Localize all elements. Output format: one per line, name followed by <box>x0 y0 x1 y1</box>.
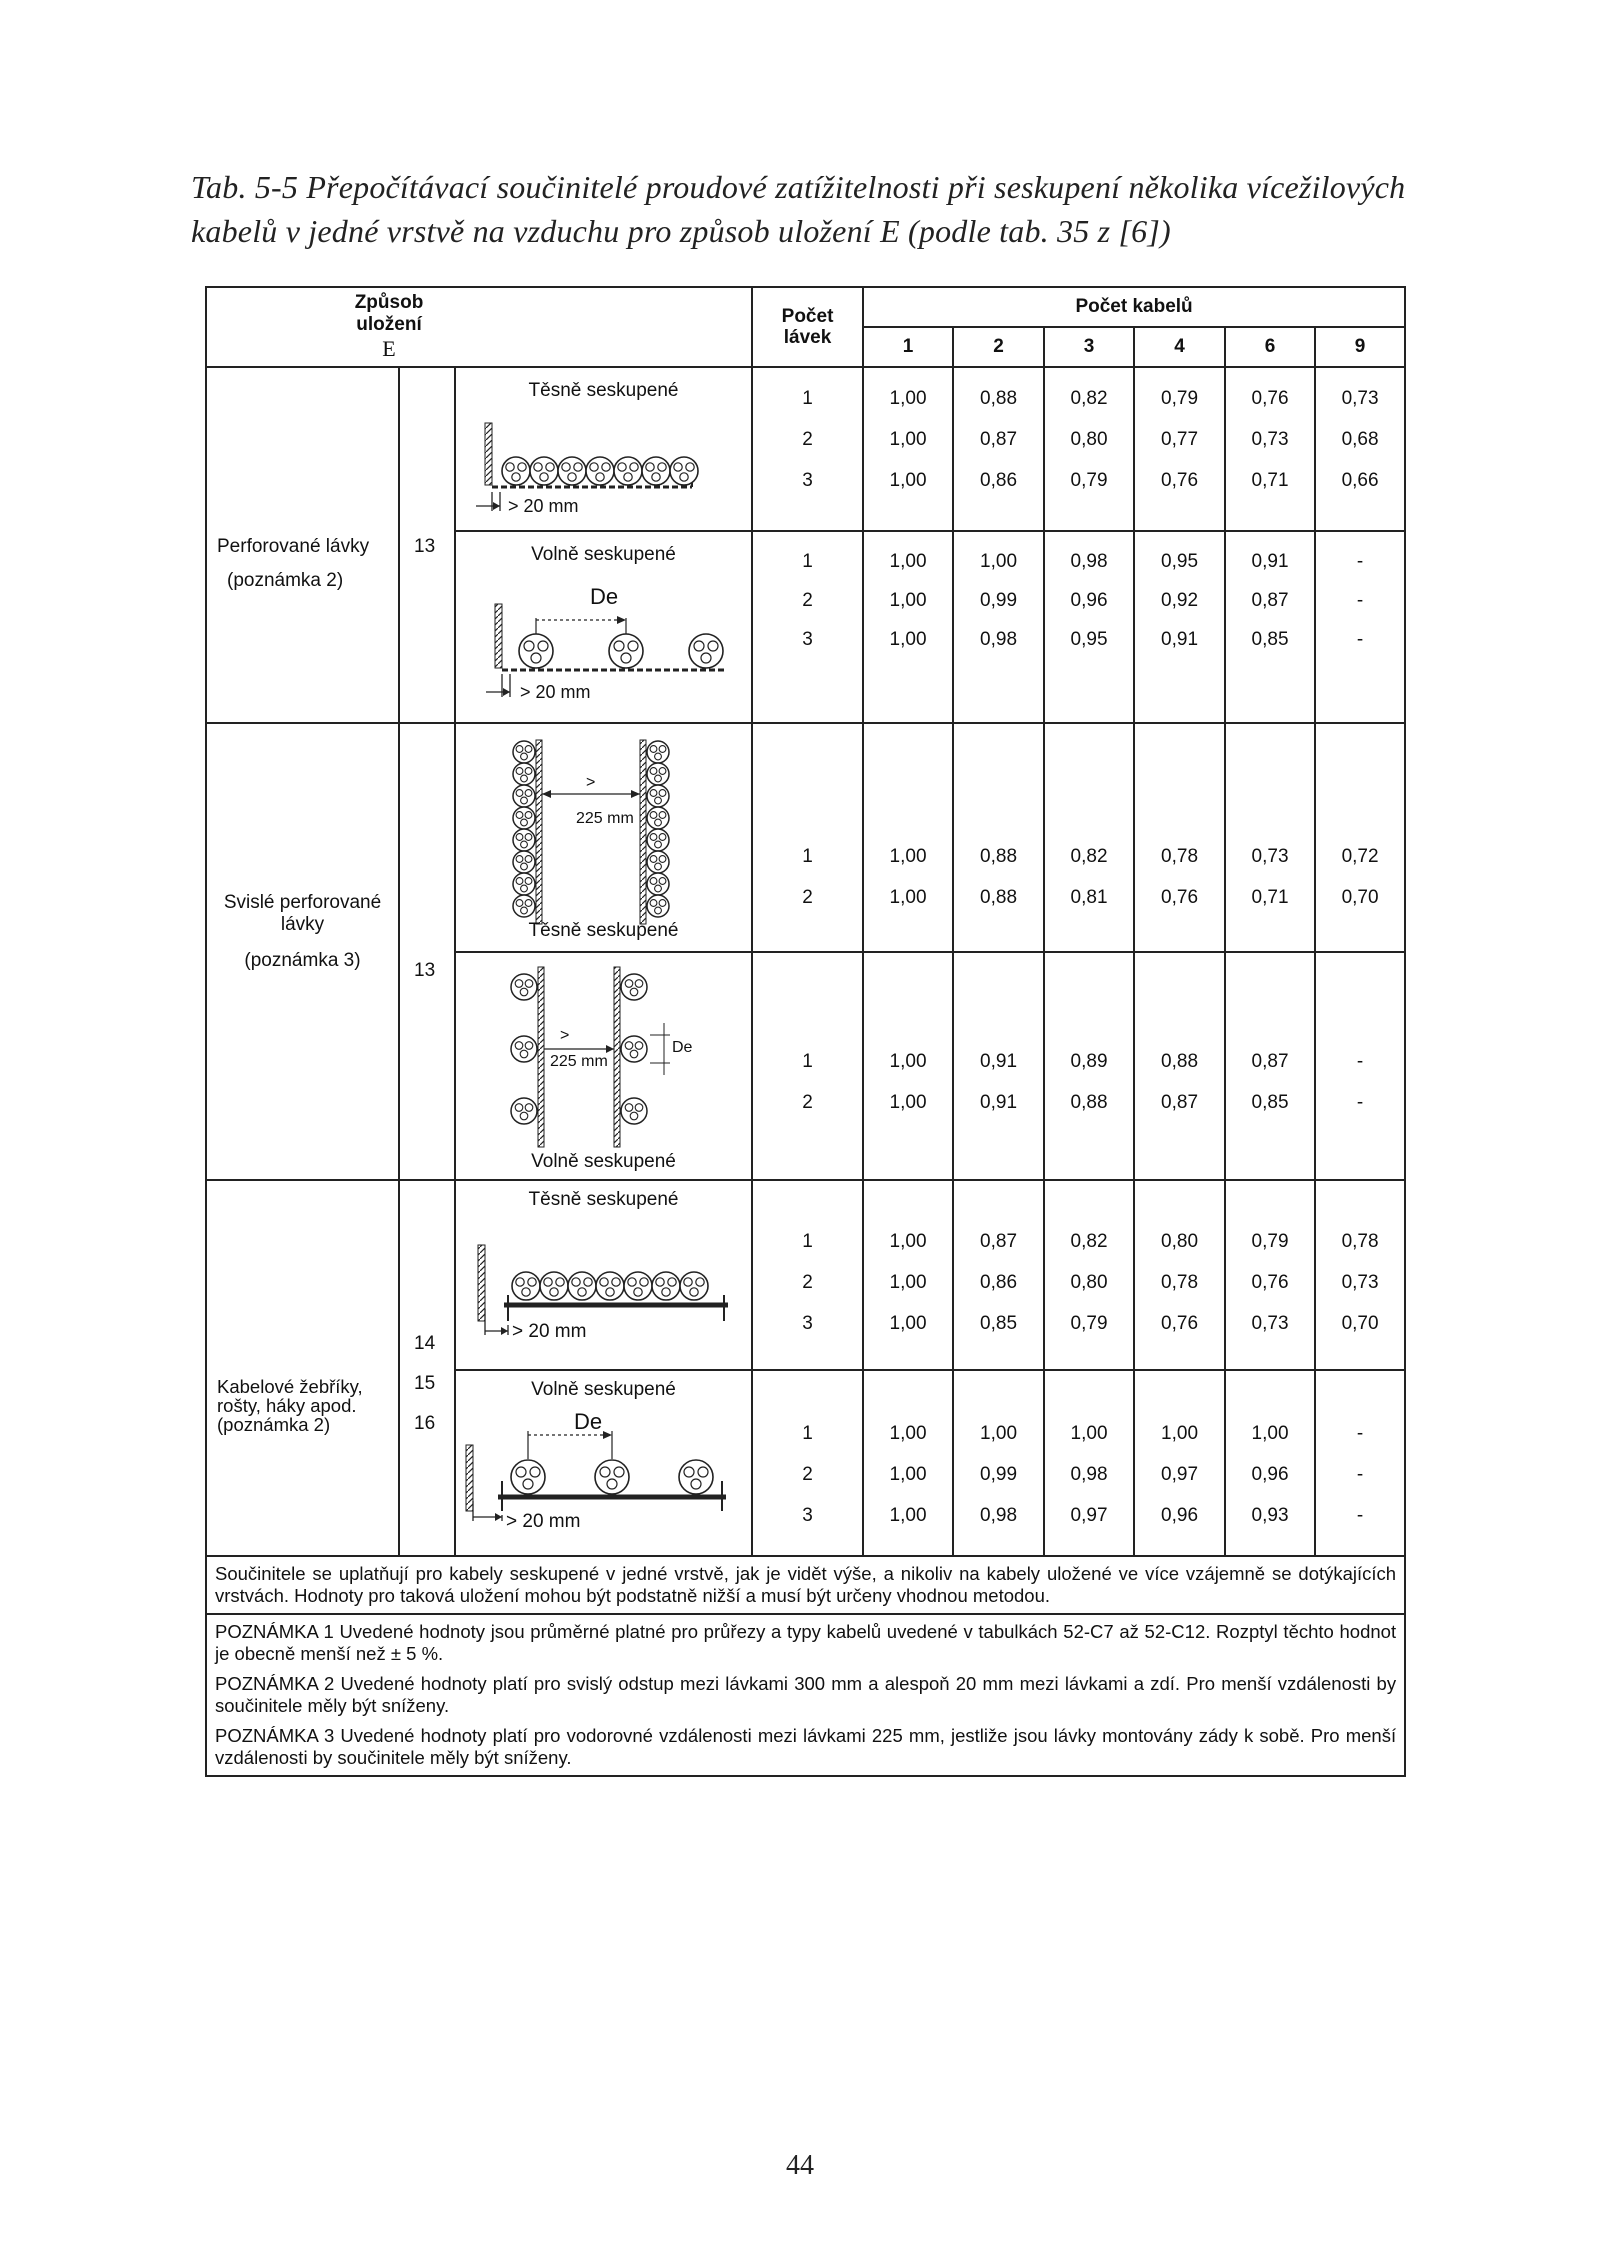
header-trays-line2: lávek <box>783 327 832 348</box>
method-label-line1: Svislé perforované <box>223 892 382 913</box>
factor-value: 0,80 <box>1161 1231 1199 1252</box>
header-trays <box>752 287 863 367</box>
values-col-3 <box>1044 531 1134 723</box>
values-col-4 <box>1134 531 1225 723</box>
factor-value: 0,76 <box>1161 887 1199 908</box>
factor-value: - <box>1356 551 1364 572</box>
factor-value: 0,78 <box>1161 1272 1199 1293</box>
note-2: POZNÁMKA 2 Uvedené hodnoty platí pro svislý odstup mezi lávkami 300 mm a alespoň 20 mm mezi lávkami a zdí. Pro menší vzdálenosti by součinitele měly být sníženy. <box>215 1673 1397 1716</box>
header-method-letter: E <box>382 336 396 361</box>
dimension-label: > 20 mm <box>508 496 579 516</box>
tray-count: 3 <box>802 470 813 491</box>
dimension-label: > 20 mm <box>520 682 591 702</box>
factor-value: 0,87 <box>980 429 1018 450</box>
method-perforated-trays <box>206 367 399 723</box>
diagram-vertical-spaced <box>455 952 752 1180</box>
factor-value: 1,00 <box>889 429 927 450</box>
trays-cell <box>752 1370 863 1556</box>
dimension-label: 225 mm <box>550 1053 608 1070</box>
factor-value: 1,00 <box>1070 1423 1108 1444</box>
factor-value: 0,87 <box>1161 1092 1199 1113</box>
factor-value: 1,00 <box>889 1505 927 1526</box>
method-note: (poznámka 3) <box>244 950 361 971</box>
diagram-title: Volně seskupené <box>531 1151 676 1172</box>
diagram-perforated-spaced-svg <box>456 532 752 723</box>
factor-value: 0,98 <box>1070 1464 1108 1485</box>
factor-value: 0,73 <box>1251 429 1289 450</box>
tray-count: 3 <box>802 1505 813 1526</box>
gt-sign: > <box>586 774 596 791</box>
factor-value: 0,70 <box>1341 887 1379 908</box>
factor-value: 0,89 <box>1070 1051 1108 1072</box>
factor-value: 0,87 <box>980 1231 1018 1252</box>
table-caption <box>191 165 1431 253</box>
tray-count: 2 <box>802 1464 813 1485</box>
header-method <box>206 287 752 367</box>
factor-value: 0,80 <box>1070 1272 1108 1293</box>
gt-sign: > <box>560 1027 570 1044</box>
factor-value: - <box>1356 1423 1364 1444</box>
values-col-3 <box>1044 1370 1134 1556</box>
tray-count: 2 <box>802 887 813 908</box>
factor-value: 0,91 <box>1251 551 1289 572</box>
trays-cell <box>752 952 863 1180</box>
factor-value: 0,91 <box>1161 629 1199 650</box>
values-col-3 <box>1044 1180 1134 1370</box>
tray-count: 1 <box>802 1051 813 1072</box>
factor-value: 0,66 <box>1341 470 1379 491</box>
factor-value: 0,73 <box>1341 388 1379 409</box>
values-col-9 <box>1315 1370 1405 1556</box>
factor-value: 0,78 <box>1161 846 1199 867</box>
de-label: De <box>574 1409 603 1434</box>
values-col-4 <box>1134 1370 1225 1556</box>
header-cable-count: 2 <box>953 327 1044 367</box>
trays-cell <box>752 1180 863 1370</box>
caption-line-2: kabelů v jedné vrstvě na vzduchu pro způsob uložení E (podle tab. 35 z [6]) <box>191 213 1171 249</box>
factor-value: 0,85 <box>980 1313 1018 1334</box>
factor-value: 0,96 <box>1161 1505 1199 1526</box>
ref-number: 13 <box>414 536 436 557</box>
values-col-3 <box>1044 723 1134 952</box>
values-col-1 <box>863 531 953 723</box>
values-col-4 <box>1134 1180 1225 1370</box>
diagram-ladder-spaced-svg <box>456 1371 752 1556</box>
ref-number: 14 <box>414 1333 436 1354</box>
ref-cell <box>399 723 455 1180</box>
values-col-6 <box>1225 1180 1315 1370</box>
factor-value: 0,73 <box>1251 846 1289 867</box>
tray-count: 1 <box>802 1423 813 1444</box>
diagram-perforated-touching-svg <box>456 368 752 531</box>
dimension-label: > 20 mm <box>506 1511 581 1532</box>
factor-value: 0,98 <box>980 1505 1018 1526</box>
values-col-4 <box>1134 367 1225 531</box>
factor-value: 0,91 <box>980 1092 1018 1113</box>
tray-count: 2 <box>802 1272 813 1293</box>
method-cable-ladders <box>206 1180 399 1556</box>
factor-value: 0,98 <box>1070 551 1108 572</box>
factor-value: 0,96 <box>1251 1464 1289 1485</box>
values-col-1 <box>863 367 953 531</box>
method-label-line2: rošty, háky apod. <box>217 1395 357 1416</box>
values-col-6 <box>1225 1370 1315 1556</box>
tray-count: 2 <box>802 429 813 450</box>
factor-value: 1,00 <box>889 1272 927 1293</box>
factor-value: 0,88 <box>980 887 1018 908</box>
factor-value: 0,87 <box>1251 1051 1289 1072</box>
notes-section <box>206 1614 1405 1776</box>
values-col-3 <box>1044 367 1134 531</box>
diagram-title: Volně seskupené <box>531 544 676 565</box>
factor-value: 0,70 <box>1341 1313 1379 1334</box>
factor-value: 0,85 <box>1251 1092 1289 1113</box>
derating-table <box>205 286 1406 1777</box>
factor-value: 0,96 <box>1070 590 1108 611</box>
trays-cell <box>752 367 863 531</box>
factor-value: 0,71 <box>1251 470 1289 491</box>
ref-number: 15 <box>414 1373 436 1394</box>
values-col-1 <box>863 1180 953 1370</box>
trays-cell <box>752 723 863 952</box>
factor-value: 0,82 <box>1070 846 1108 867</box>
factor-value: 0,72 <box>1341 846 1379 867</box>
factor-value: 0,82 <box>1070 388 1108 409</box>
factor-value: 0,88 <box>980 388 1018 409</box>
factor-value: 0,88 <box>980 846 1018 867</box>
tray-count: 1 <box>802 388 813 409</box>
factor-value: - <box>1356 1464 1364 1485</box>
header-cable-count: 1 <box>863 327 953 367</box>
factor-value: 1,00 <box>1161 1423 1199 1444</box>
factor-value: 1,00 <box>889 1092 927 1113</box>
factor-value: 0,78 <box>1341 1231 1379 1252</box>
factor-value: 1,00 <box>889 1231 927 1252</box>
values-col-6 <box>1225 952 1315 1180</box>
factor-value: 0,97 <box>1070 1505 1108 1526</box>
header-trays-line1: Počet <box>781 306 834 327</box>
factor-value: 0,93 <box>1251 1505 1289 1526</box>
header-cable-count: 4 <box>1134 327 1225 367</box>
footer-remark <box>206 1556 1405 1614</box>
values-col-2 <box>953 531 1044 723</box>
factor-value: 1,00 <box>889 590 927 611</box>
factor-value: 0,99 <box>980 1464 1018 1485</box>
tray-count: 3 <box>802 1313 813 1334</box>
factor-value: 1,00 <box>1251 1423 1289 1444</box>
values-col-2 <box>953 1370 1044 1556</box>
diagram-ladder-touching-svg <box>456 1181 752 1370</box>
factor-value: 0,88 <box>1070 1092 1108 1113</box>
values-col-4 <box>1134 723 1225 952</box>
factor-value: 1,00 <box>889 470 927 491</box>
diagram-title: Těsně seskupené <box>528 920 679 941</box>
factor-value: 1,00 <box>889 887 927 908</box>
values-col-6 <box>1225 531 1315 723</box>
factor-value: 1,00 <box>889 551 927 572</box>
ref-number: 16 <box>414 1413 436 1434</box>
factor-value: 0,82 <box>1070 1231 1108 1252</box>
factor-value: 0,76 <box>1251 1272 1289 1293</box>
caption-line-1: Tab. 5-5 Přepočítávací součinitelé proudové zatížitelnosti při seskupení několika vícežilových <box>191 169 1406 205</box>
values-col-6 <box>1225 723 1315 952</box>
factor-value: - <box>1356 1505 1364 1526</box>
diagram-title: Těsně seskupené <box>528 1189 679 1210</box>
diagram-title: Těsně seskupené <box>528 380 679 401</box>
factor-value: 0,76 <box>1161 470 1199 491</box>
diagram-ladder-spaced <box>455 1370 752 1556</box>
tray-count: 1 <box>802 1231 813 1252</box>
factor-value: 0,79 <box>1070 470 1108 491</box>
note-3: POZNÁMKA 3 Uvedené hodnoty platí pro vodorovné vzdálenosti mezi lávkami 225 mm, jestliže jsou lávky montovány zády k sobě. Pro menší vzdálenosti by součinitele měly být sníženy. <box>215 1725 1397 1768</box>
ref-cell <box>399 367 455 723</box>
values-col-6 <box>1225 367 1315 531</box>
factor-value: 1,00 <box>980 551 1018 572</box>
method-label: Perforované lávky <box>217 536 370 557</box>
factor-value: 0,76 <box>1161 1313 1199 1334</box>
factor-value: - <box>1356 590 1364 611</box>
diagram-perforated-touching <box>455 367 752 531</box>
values-col-2 <box>953 952 1044 1180</box>
dimension-label: > 20 mm <box>512 1321 587 1342</box>
method-label-line2: lávky <box>280 914 325 935</box>
header-cable-count: 6 <box>1225 327 1315 367</box>
values-col-3 <box>1044 952 1134 1180</box>
tray-count: 2 <box>802 590 813 611</box>
diagram-perforated-spaced <box>455 531 752 723</box>
factor-value: 0,73 <box>1251 1313 1289 1334</box>
factor-value: 0,86 <box>980 470 1018 491</box>
diagram-title: Volně seskupené <box>531 1379 676 1400</box>
values-col-9 <box>1315 952 1405 1180</box>
factor-value: - <box>1356 1051 1364 1072</box>
factor-value: 1,00 <box>980 1423 1018 1444</box>
values-col-1 <box>863 952 953 1180</box>
factor-value: 0,97 <box>1161 1464 1199 1485</box>
factor-value: 0,68 <box>1341 429 1379 450</box>
values-col-9 <box>1315 1180 1405 1370</box>
factor-value: 0,85 <box>1251 629 1289 650</box>
values-col-2 <box>953 367 1044 531</box>
tray-count: 1 <box>802 551 813 572</box>
factor-value: 0,91 <box>980 1051 1018 1072</box>
factor-value: 0,80 <box>1070 429 1108 450</box>
factor-value: 0,71 <box>1251 887 1289 908</box>
ref-cell <box>399 1180 455 1556</box>
values-col-1 <box>863 723 953 952</box>
diagram-vertical-touching-svg <box>456 724 752 952</box>
factor-value: 1,00 <box>889 1423 927 1444</box>
values-col-9 <box>1315 531 1405 723</box>
trays-cell <box>752 531 863 723</box>
factor-value: 0,99 <box>980 590 1018 611</box>
values-col-9 <box>1315 723 1405 952</box>
values-col-9 <box>1315 367 1405 531</box>
tray-count: 2 <box>802 1092 813 1113</box>
factor-value: 0,86 <box>980 1272 1018 1293</box>
factor-value: 0,95 <box>1070 629 1108 650</box>
factor-value: - <box>1356 629 1364 650</box>
factor-value: 1,00 <box>889 629 927 650</box>
factor-value: 0,79 <box>1070 1313 1108 1334</box>
dimension-label: 225 mm <box>576 810 634 827</box>
values-col-1 <box>863 1370 953 1556</box>
tray-count: 3 <box>802 629 813 650</box>
factor-value: 0,81 <box>1070 887 1108 908</box>
factor-value: 0,76 <box>1251 388 1289 409</box>
values-col-2 <box>953 723 1044 952</box>
factor-value: 1,00 <box>889 846 927 867</box>
page-number: 44 <box>786 2150 814 2181</box>
diagram-ladder-touching <box>455 1180 752 1370</box>
header-cable-count: 3 <box>1044 327 1134 367</box>
header-cables: Počet kabelů <box>863 287 1405 327</box>
factor-value: 0,95 <box>1161 551 1199 572</box>
method-note: (poznámka 2) <box>227 570 344 591</box>
ref-number: 13 <box>414 960 436 981</box>
factor-value: 0,79 <box>1251 1231 1289 1252</box>
values-col-2 <box>953 1180 1044 1370</box>
factor-value: 1,00 <box>889 1051 927 1072</box>
method-label-line1: Kabelové žebříky, <box>217 1376 363 1397</box>
factor-value: 0,92 <box>1161 590 1199 611</box>
note-1: POZNÁMKA 1 Uvedené hodnoty jsou průměrné platné pro průřezy a typy kabelů uvedené v tabulkách 52-C7 až 52-C12. Rozptyl těchto hodnot je obecně menší než ± 5 %. <box>215 1621 1397 1664</box>
header-cable-count: 9 <box>1315 327 1405 367</box>
tray-count: 1 <box>802 846 813 867</box>
factor-value: 0,73 <box>1341 1272 1379 1293</box>
diagram-vertical-touching <box>455 723 752 952</box>
factor-value: 0,77 <box>1161 429 1199 450</box>
factor-value: 1,00 <box>889 1464 927 1485</box>
factor-value: - <box>1356 1092 1364 1113</box>
values-col-4 <box>1134 952 1225 1180</box>
factor-value: 0,98 <box>980 629 1018 650</box>
de-label: De <box>672 1039 693 1056</box>
factor-value: 0,79 <box>1161 388 1199 409</box>
de-label: De <box>590 584 619 609</box>
method-vertical-perforated-trays <box>206 723 399 1180</box>
method-note: (poznámka 2) <box>217 1414 331 1435</box>
factor-value: 0,87 <box>1251 590 1289 611</box>
factor-value: 0,88 <box>1161 1051 1199 1072</box>
header-method-label: Způsob uložení <box>354 292 424 335</box>
factor-value: 1,00 <box>889 1313 927 1334</box>
footer-text: Součinitele se uplatňují pro kabely seskupené v jedné vrstvě, jak je vidět výše, a nikoliv na kabely uložené ve více vzájemně se dotýkajících vrstvách. Hodnoty pro taková uložení mohou být podstatně nižší a musí být určeny vhodnou metodou. <box>215 1563 1397 1606</box>
factor-value: 1,00 <box>889 388 927 409</box>
